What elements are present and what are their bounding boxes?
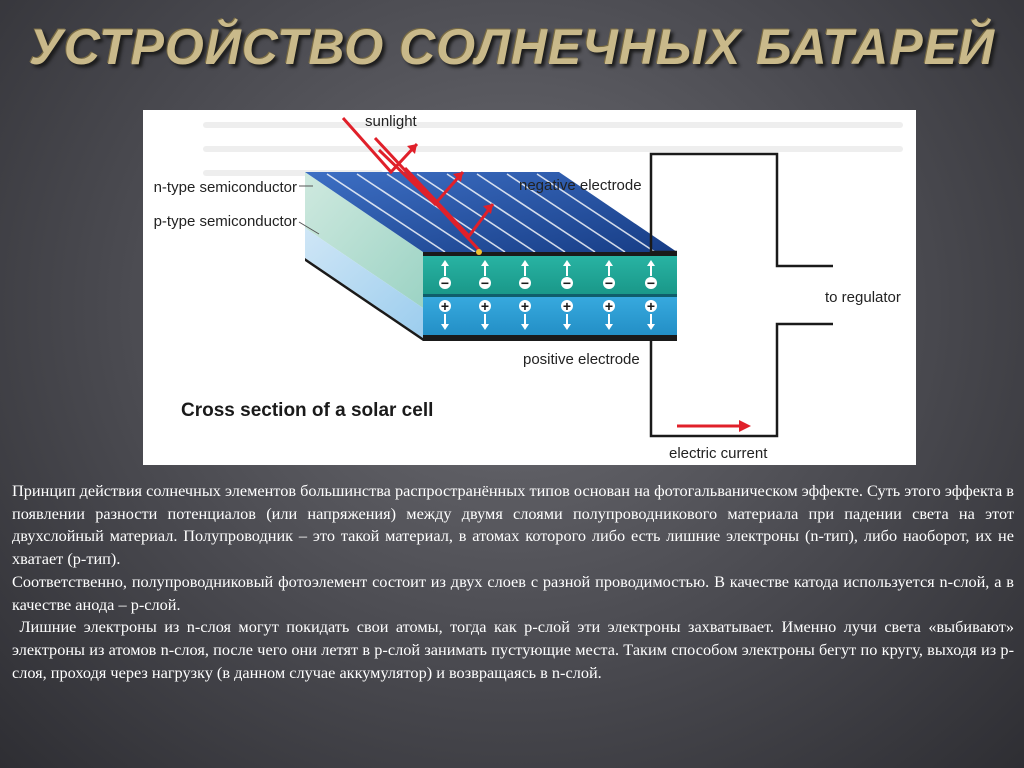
positive-electrode-label: positive electrode [523,351,640,368]
n-type-label: n-type semiconductor [153,179,297,196]
paragraph: Лишние электроны из n-слоя могут покидать свои атомы, тогда как p-слой эти электроны захватывает. Именно лучи света «выбивают» электроны из атомов n-слоя, после чего они летят в p-слой занимать пустующие места. Таким способом электроны бегут по кругу, выходя из p-слоя, проходя через нагрузку (в данном случае аккумулятор) и возвращаясь в n-слой. [12,617,1019,682]
svg-text:−: − [520,275,530,291]
svg-text:+: + [440,298,450,314]
svg-text:−: − [440,275,450,291]
diagram-caption: Cross section of a solar cell [181,400,434,421]
negative-electrode-front [423,252,677,256]
background-pattern [203,122,903,176]
description-text [12,480,1019,684]
svg-text:+: + [562,298,572,314]
solar-cell-diagram [143,110,916,465]
p-type-label: p-type semiconductor [153,213,297,230]
solar-cell-svg [143,110,916,465]
negative-electrode-label: negative electrode [519,177,642,194]
to-regulator-label: to regulator [825,289,901,306]
svg-text:−: − [604,275,614,291]
paragraph: Принцип действия солнечных элементов большинства распространённых типов основан на фотогальваническом эффекте. Суть этого эффекта в появлении разности потенциалов (или напряжения) между двумя слоями полупроводникового материала при падении света на этот двухслойный материал. Полупроводник – это такой материал, в атомах которого либо есть лишние электроны (n-тип), либо наоборот, их не хватает (p-тип). [12,481,1014,569]
positive-electrode-front [423,335,677,341]
svg-text:+: + [646,298,656,314]
junction-line [423,294,677,297]
svg-text:+: + [480,298,490,314]
sunlight-label: sunlight [365,113,417,130]
p-layer-front [423,297,677,335]
svg-text:−: − [480,275,490,291]
svg-text:+: + [520,298,530,314]
electric-current-label: electric current [669,445,768,462]
svg-text:−: − [646,275,656,291]
electric-current-arrowhead [739,420,751,432]
svg-text:−: − [562,275,572,291]
external-circuit [651,154,833,436]
svg-text:+: + [604,298,614,314]
n-layer-front [423,256,677,294]
slide-title: УСТРОЙСТВО СОЛНЕЧНЫХ БАТАРЕЙ [28,19,996,75]
photon-impact [476,249,482,255]
paragraph: Соответственно, полупроводниковый фотоэлемент состоит из двух слоев с разной проводимостью. В качестве катода используется n-слой, а в качестве анода – p-слой. [12,571,1014,614]
